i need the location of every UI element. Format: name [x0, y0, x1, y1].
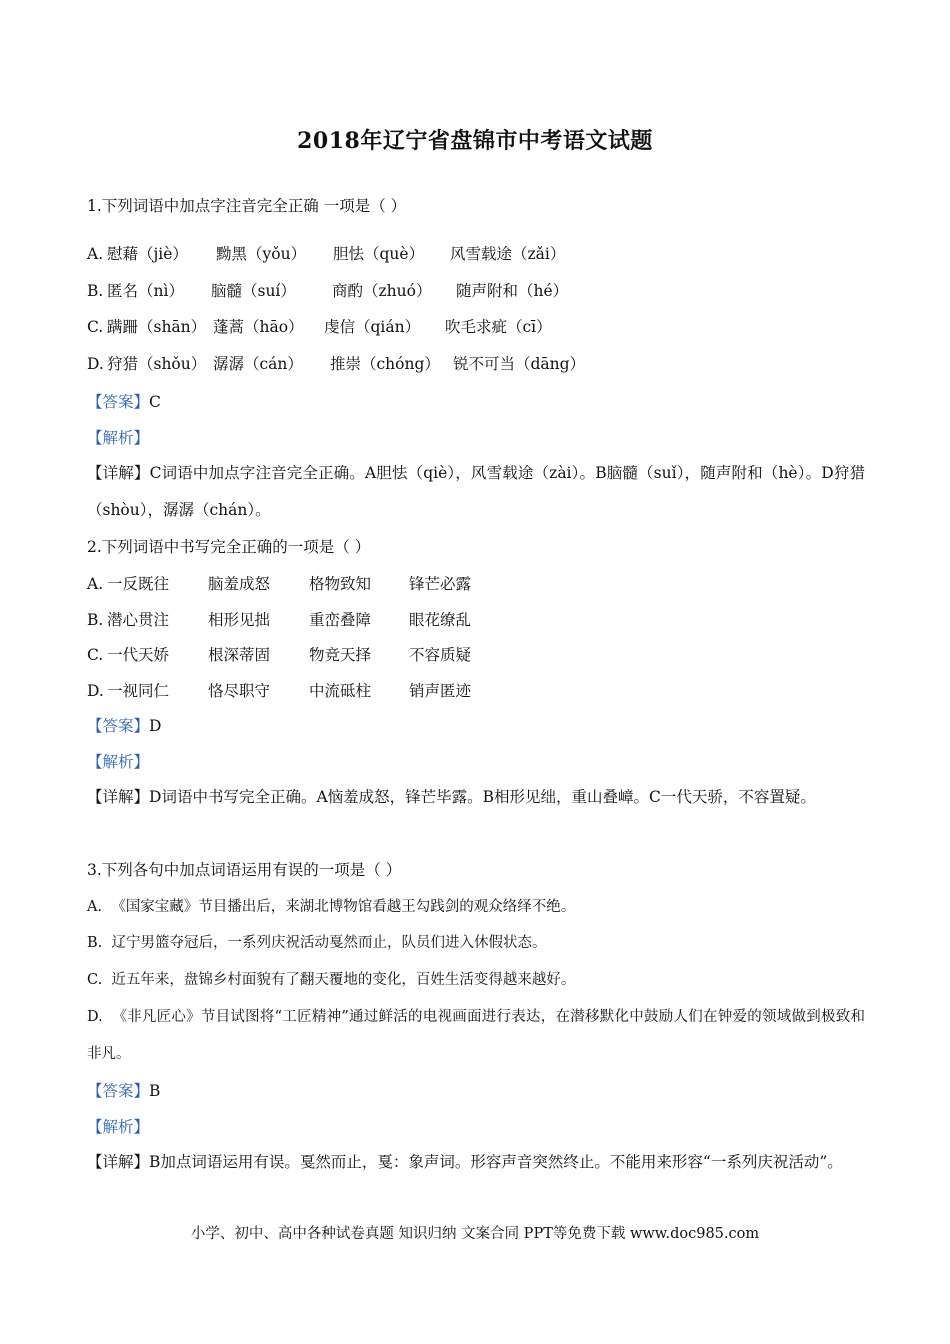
option-item: 推崇（chóng）	[330, 355, 440, 373]
option-label: D.	[87, 682, 104, 700]
page-footer: 小学、初中、高中各种试卷真题 知识归纳 文案合同 PPT等免费下载 www.doc985.com	[190, 1226, 760, 1242]
option-label: B.	[87, 282, 104, 300]
q3-option-b	[87, 933, 546, 953]
q3-stem: 3.下列各句中加点词语运用有误的一项是（ ）	[87, 861, 402, 879]
detail-tag: 【详解】	[87, 1153, 150, 1171]
option-label: A.	[87, 245, 104, 263]
option-item: 潺潺（cán）	[213, 355, 303, 373]
option-item: 潜心贯注	[107, 611, 170, 629]
option-item: 恪尽职守	[208, 682, 271, 700]
option-item: 物竞天择	[309, 646, 372, 664]
option-item: 慰藉（jiè）	[107, 245, 188, 263]
q3-answer	[87, 1081, 160, 1101]
answer-value: C	[149, 393, 161, 411]
option-item: 一代天娇	[107, 646, 170, 664]
q2-answer	[87, 716, 161, 736]
option-item: 匿名（nì）	[107, 282, 184, 300]
option-item: 胆怯（què）	[333, 245, 425, 263]
option-item: 蓬蒿（hāo）	[213, 318, 304, 336]
q1-analysis-tag: 【解析】	[87, 429, 150, 447]
option-label: D.	[87, 355, 104, 373]
option-text: 辽宁男篮夺冠后，一系列庆祝活动戛然而止，队员们进入休假状态。	[111, 935, 547, 951]
detail-tag: 【详解】	[87, 788, 150, 806]
q3-option-d	[87, 999, 865, 1073]
option-text: 近五年来，盘锦乡村面貌有了翻天覆地的变化，百姓生活变得越来越好。	[111, 972, 576, 988]
q2-stem: 2.下列词语中书写完全正确的一项是（ ）	[87, 538, 371, 556]
q2-analysis-tag: 【解析】	[87, 753, 150, 771]
option-item: 一反既往	[107, 575, 170, 593]
answer-value: B	[149, 1082, 161, 1100]
answer-tag: 【答案】	[87, 393, 150, 411]
detail-text: C词语中加点字注音完全正确。A胆怯（qiè），风雪载途（zài）。B脑髓（suǐ），随声附和（hè）。D狩猎（shòu），潺潺（chán）。	[87, 464, 865, 519]
q1-answer	[87, 392, 161, 412]
option-item: 锐不可当（dāng）	[453, 355, 586, 373]
option-item: 锋芒必露	[409, 575, 472, 593]
answer-tag: 【答案】	[87, 717, 150, 735]
option-label: A.	[87, 575, 104, 593]
option-item: 相形见拙	[208, 611, 271, 629]
option-item: 眼花缭乱	[409, 611, 472, 629]
option-item: 格物致知	[309, 575, 372, 593]
option-label: C.	[87, 972, 103, 988]
option-item: 脑羞成怒	[208, 575, 271, 593]
q3-detail	[87, 1144, 865, 1181]
answer-tag: 【答案】	[87, 1082, 150, 1100]
option-item: 虔信（qián）	[324, 318, 421, 336]
q1-detail	[87, 455, 865, 529]
option-item: 重峦叠障	[309, 611, 372, 629]
q3-option-c	[87, 970, 575, 990]
q3-analysis-tag: 【解析】	[87, 1118, 150, 1136]
option-item: 随声附和（hé）	[456, 282, 569, 300]
option-item: 一视同仁	[107, 682, 170, 700]
option-label: A.	[87, 899, 103, 915]
option-item: 不容质疑	[409, 646, 472, 664]
option-label: C.	[87, 646, 104, 664]
option-item: 蹒跚（shān）	[107, 318, 207, 336]
option-item: 中流砥柱	[309, 682, 372, 700]
option-item: 脑髓（suí）	[211, 282, 296, 300]
option-item: 吹毛求疵（cī）	[445, 318, 552, 336]
option-item: 风雪载途（zǎi）	[450, 245, 566, 263]
q3-option-a	[87, 897, 575, 917]
option-label: B.	[87, 935, 103, 951]
option-item: 根深蒂固	[208, 646, 271, 664]
option-label: D.	[87, 1009, 103, 1025]
detail-tag: 【详解】	[87, 464, 150, 482]
option-label: C.	[87, 318, 104, 336]
answer-value: D	[149, 717, 162, 735]
q1-stem: 1.下列词语中加点字注音完全正确 一项是（ ）	[87, 197, 407, 215]
option-label: B.	[87, 611, 104, 629]
option-text: 《国家宝藏》节目播出后，来湖北博物馆看越王勾践剑的观众络绎不绝。	[111, 899, 576, 915]
detail-text: B加点词语运用有误。戛然而止，戛：象声词。形容声音突然终止。不能用来形容“一系列庆祝活动”。	[149, 1153, 843, 1171]
option-item: 黝黑（yǒu）	[216, 245, 307, 263]
q2-detail	[87, 779, 865, 816]
detail-text: D词语中书写完全正确。A恼羞成怒，锋芒毕露。B相形见绌，重山叠嶂。C一代天骄，不容置疑。	[149, 788, 816, 806]
option-item: 狩猎（shǒu）	[107, 355, 207, 373]
option-item: 销声匿迹	[409, 682, 472, 700]
option-item: 商酌（zhuó）	[332, 282, 432, 300]
option-text: 《非凡匠心》节目试图将“工匠精神”通过鲜活的电视画面进行表达，在潜移默化中鼓励人们在钟爱的领域做到极致和非凡。	[87, 1009, 865, 1062]
page-title: 2018年辽宁省盘锦市中考语文试题	[297, 128, 653, 154]
